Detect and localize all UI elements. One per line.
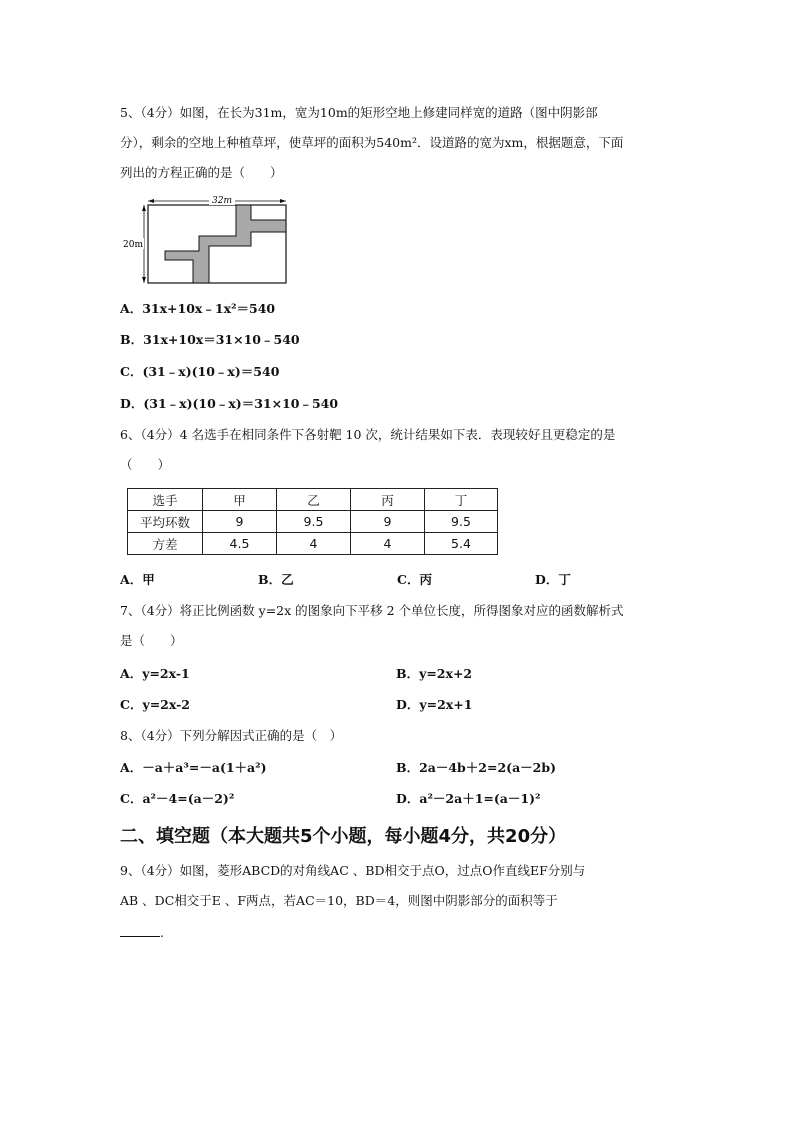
q5-option-d: D．(31﹣x)(10﹣x)＝31×10﹣540 (120, 396, 339, 411)
q8-option-c: C．a²－4=(a－2)² (120, 791, 235, 806)
table-header-cell: 丙 (351, 489, 425, 511)
table-cell: 9.5 (277, 511, 351, 533)
score-table (127, 488, 498, 555)
table-cell: 方差 (128, 533, 203, 555)
height-arrow-top (142, 205, 146, 211)
q6-text-line1: 6、（4分）4 名选手在相同条件下各射靶 10 次，统计结果如下表．表现较好且更稳定的是 (120, 427, 616, 442)
q9-text-line1: 9、（4分）如图，菱形ABCD的对角线AC 、BD相交于点O，过点O作直线EF分别与 (120, 863, 586, 878)
width-arrow-left (148, 199, 154, 203)
table-cell: 4.5 (203, 533, 277, 555)
height-label: 20m (123, 240, 143, 250)
q6-text-line2: （ ） (120, 457, 171, 472)
q5-option-b: B．31x+10x＝31×10﹣540 (120, 332, 300, 347)
table-row (128, 511, 498, 533)
q7-text-line1: 7、（4分）将正比例函数 y=2x 的图象向下平移 2 个单位长度，所得图象对应的函数解析式 (120, 603, 624, 618)
q7-option-c: C．y=2x-2 (120, 697, 191, 712)
width-arrow-right (280, 199, 286, 203)
table-cell: 5.4 (425, 533, 498, 555)
table-cell: 9 (351, 511, 425, 533)
table-header-cell: 甲 (203, 489, 277, 511)
table-row (128, 533, 498, 555)
q6-option-c: C．丙 (397, 572, 432, 587)
q5-text-line3: 列出的方程正确的是（ ） (120, 165, 283, 180)
q5-text-line2: 分），剩余的空地上种植草坪，使草坪的面积为540m²．设道路的宽为xm，根据题意，下面 (120, 135, 624, 150)
q5-option-a: A．31x+10x﹣1x²＝540 (120, 301, 276, 316)
q8-text-line1: 8、（4分）下列分解因式正确的是（ ） (120, 728, 343, 743)
table-cell: 平均环数 (128, 511, 203, 533)
q7-text-line2: 是（ ） (120, 633, 183, 648)
section-heading: 二、填空题（本大题共5个小题，每小题4分，共20分） (120, 826, 567, 847)
table-cell: 4 (277, 533, 351, 555)
table-cell: 9.5 (425, 511, 498, 533)
height-arrow-bottom (142, 277, 146, 283)
q5-option-c: C．(31﹣x)(10﹣x)＝540 (120, 364, 280, 379)
width-label: 32m (212, 196, 232, 206)
road-diagram (121, 196, 291, 288)
q6-option-b: B．乙 (258, 572, 294, 587)
q7-option-d: D．y=2x+1 (396, 697, 473, 712)
table-cell: 9 (203, 511, 277, 533)
q6-option-a: A．甲 (120, 572, 155, 587)
table-header-cell: 乙 (277, 489, 351, 511)
table-header-cell: 丁 (425, 489, 498, 511)
table-header-cell: 选手 (128, 489, 203, 511)
answer-blank[interactable] (120, 924, 160, 937)
q8-option-b: B．2a－4b＋2=2(a－2b) (396, 760, 557, 775)
q9-answer-line (120, 924, 164, 942)
q5-text-line1: 5、（4分）如图，在长为31m，宽为10m的矩形空地上修建同样宽的道路（图中阴影部 (120, 105, 598, 120)
q9-text-line2: AB 、DC相交于E 、F两点，若AC＝10，BD＝4，则图中阴影部分的面积等于 (120, 893, 558, 908)
q6-option-d: D．丁 (535, 572, 571, 587)
q7-option-b: B．y=2x+2 (396, 666, 473, 681)
table-cell: 4 (351, 533, 425, 555)
q9-period: . (160, 925, 164, 940)
q7-option-a: A．y=2x-1 (120, 666, 190, 681)
q8-option-a: A．－a＋a³=－a(1＋a²) (120, 760, 267, 775)
q8-option-d: D．a²－2a＋1=(a－1)² (396, 791, 541, 806)
table-header-row (128, 489, 498, 511)
